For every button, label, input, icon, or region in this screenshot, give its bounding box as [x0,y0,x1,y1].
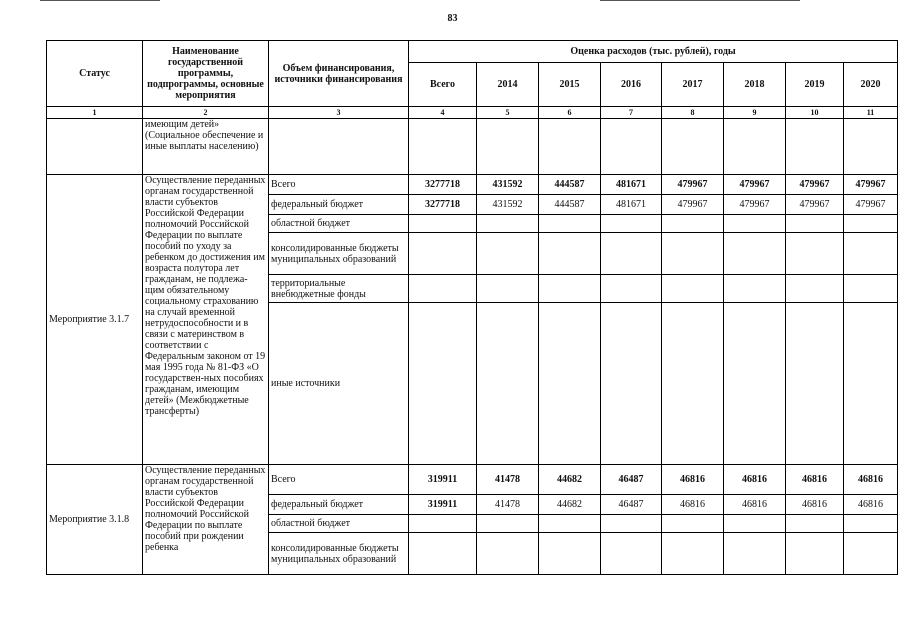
value-total [409,215,477,233]
value-year: 41478 [477,495,539,515]
value-year [844,233,898,275]
value-year: 46487 [601,465,662,495]
value-year [662,233,724,275]
value-year: 479967 [724,175,786,195]
value-year: 479967 [662,175,724,195]
value-year: 46816 [844,495,898,515]
value-year [786,233,844,275]
measure-status: Мероприятие 3.1.7 [47,175,143,465]
continuation-status [47,119,143,175]
measure-status: Мероприятие 3.1.8 [47,465,143,575]
column-number: 8 [662,107,724,119]
empty-cell [724,119,786,175]
value-year [539,303,601,465]
value-year [786,533,844,575]
page-number: 83 [447,13,458,24]
header-year: 2014 [477,63,539,107]
value-total [409,275,477,303]
table-row [47,465,898,495]
column-number: 1 [47,107,143,119]
financing-source: консолидированные бюджеты муниципальных образований [269,533,409,575]
value-year [477,215,539,233]
column-number: 11 [844,107,898,119]
value-year: 479967 [786,195,844,215]
value-year: 479967 [662,195,724,215]
financing-source: консолидированные бюджеты муниципальных образований [269,233,409,275]
value-total [409,515,477,533]
value-total: 319911 [409,465,477,495]
empty-cell [409,119,477,175]
header-status: Статус [47,41,143,107]
value-year [786,515,844,533]
value-year [601,233,662,275]
empty-cell [601,119,662,175]
value-year [539,515,601,533]
value-year: 481671 [601,195,662,215]
value-year [601,275,662,303]
value-year: 41478 [477,465,539,495]
value-year [601,303,662,465]
value-year [477,303,539,465]
value-year [662,275,724,303]
value-year: 481671 [601,175,662,195]
value-year [844,533,898,575]
financing-source: иные источники [269,303,409,465]
financing-source: Всего [269,175,409,195]
financing-source: федеральный бюджет [269,495,409,515]
header-year: 2015 [539,63,601,107]
empty-cell [477,119,539,175]
value-year: 431592 [477,195,539,215]
empty-cell [269,119,409,175]
value-year [662,533,724,575]
top-rule-right [600,0,800,1]
value-year [724,215,786,233]
value-year: 46816 [786,495,844,515]
value-year: 46816 [724,495,786,515]
value-year: 44682 [539,465,601,495]
value-total: 319911 [409,495,477,515]
value-year [477,515,539,533]
value-total: 3277718 [409,175,477,195]
value-year [601,215,662,233]
value-year [539,275,601,303]
value-year: 46816 [786,465,844,495]
value-year [844,275,898,303]
value-year: 479967 [844,195,898,215]
value-total [409,303,477,465]
value-year [662,215,724,233]
value-year [539,215,601,233]
continuation-text: имеющим детей» (Социальное обеспечение и иные выплаты населению) [143,119,269,175]
value-year [601,533,662,575]
column-number: 6 [539,107,601,119]
value-year [844,515,898,533]
value-year: 46816 [662,495,724,515]
value-year: 444587 [539,195,601,215]
column-number: 4 [409,107,477,119]
column-number: 5 [477,107,539,119]
header-total: Всего [409,63,477,107]
value-year: 431592 [477,175,539,195]
header-year: 2020 [844,63,898,107]
value-year: 479967 [844,175,898,195]
financing-source: Всего [269,465,409,495]
budget-table [46,40,898,575]
financing-source: территориальные внебюджетные фонды [269,275,409,303]
empty-cell [539,119,601,175]
header-year: 2018 [724,63,786,107]
value-year: 46487 [601,495,662,515]
value-year [786,275,844,303]
value-year [662,303,724,465]
value-year: 44682 [539,495,601,515]
header-row-1 [47,41,898,63]
value-total: 3277718 [409,195,477,215]
value-year [601,515,662,533]
value-total [409,233,477,275]
empty-cell [662,119,724,175]
column-number: 3 [269,107,409,119]
header-name: Наименование государственной программы, подпрограммы, основные мероприятия [143,41,269,107]
value-year [724,303,786,465]
value-year [662,515,724,533]
value-year [844,215,898,233]
value-year [724,275,786,303]
value-year [786,303,844,465]
financing-source: федеральный бюджет [269,195,409,215]
column-number: 7 [601,107,662,119]
value-year: 46816 [724,465,786,495]
column-number-row [47,107,898,119]
value-year [477,533,539,575]
value-year: 46816 [844,465,898,495]
empty-cell [786,119,844,175]
header-year: 2017 [662,63,724,107]
financing-source: областной бюджет [269,215,409,233]
header-financing: Объем финансирования, источники финансирования [269,41,409,107]
value-year [724,533,786,575]
value-year [539,533,601,575]
top-rule-left [40,0,160,1]
column-number: 2 [143,107,269,119]
measure-description: Осуществление переданных органам государственной власти субъектов Российской Федерации полномочий Российской Федерации по выплате пособий по уходу за ребенком до достижения им возраста полутора лет гражданам, не подлежа-щим обязательному социальному страхованию на случай временной нетрудоспособности и в связи с материнством в соответствии с Федеральным законом от 19 мая 1995 года № 81-ФЗ «О государствен-ных пособиях гражданам, имеющим детей» (Межбюджетные трансферты) [143,175,269,465]
header-year: 2016 [601,63,662,107]
value-year: 479967 [724,195,786,215]
value-year [724,515,786,533]
value-year [477,233,539,275]
header-estimate: Оценка расходов (тыс. рублей), годы [409,41,898,63]
value-year [477,275,539,303]
continuation-row [47,119,898,175]
value-year: 444587 [539,175,601,195]
empty-cell [844,119,898,175]
column-number: 9 [724,107,786,119]
value-year: 479967 [786,175,844,195]
value-year [539,233,601,275]
table-row [47,175,898,195]
header-year: 2019 [786,63,844,107]
measure-description: Осуществление переданных органам государственной власти субъектов Российской Федерации полномочий Российской Федерации по выплате пособий при рождении ребенка [143,465,269,575]
column-number: 10 [786,107,844,119]
value-year [724,233,786,275]
value-total [409,533,477,575]
financing-source: областной бюджет [269,515,409,533]
value-year [844,303,898,465]
value-year [786,215,844,233]
value-year: 46816 [662,465,724,495]
